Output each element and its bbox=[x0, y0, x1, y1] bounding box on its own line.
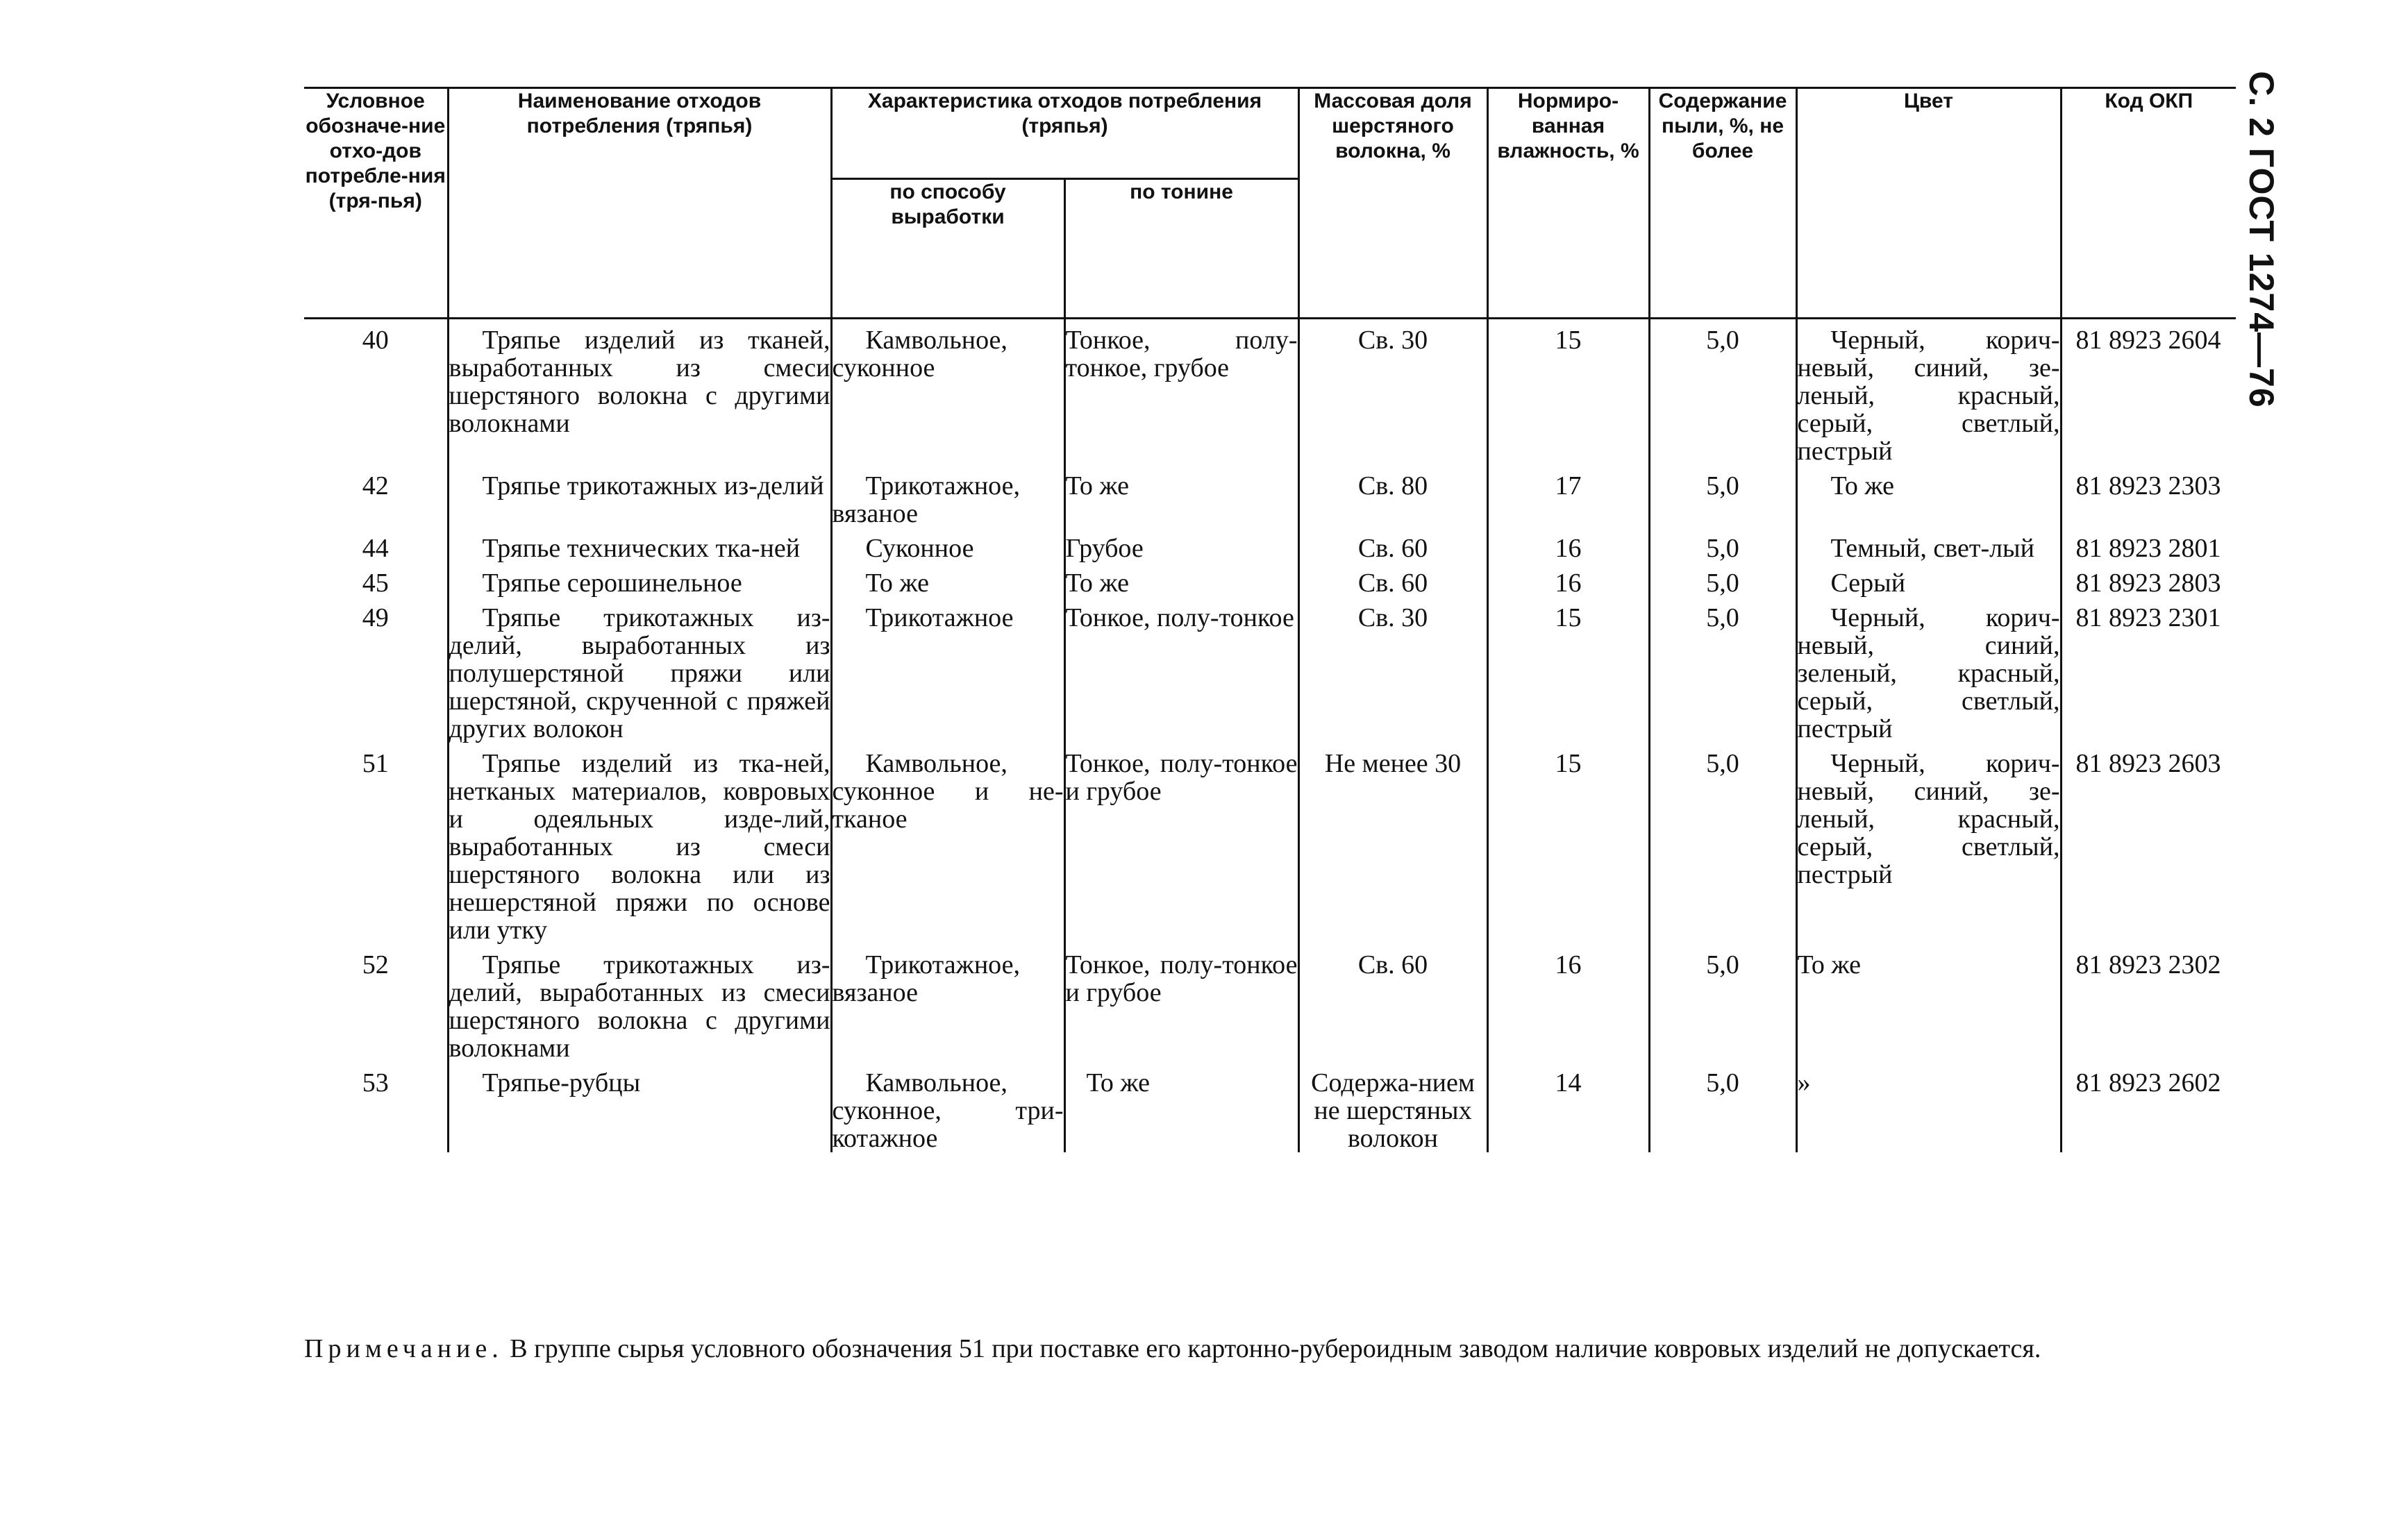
cell-name: Тряпье изделий из тканей, выработанных из смеси шерстяного волокна с другими волокнами bbox=[448, 319, 831, 466]
cell-color: Серый bbox=[1796, 562, 2061, 597]
cell-dust: 5,0 bbox=[1649, 743, 1796, 944]
cell-code: 51 bbox=[362, 749, 389, 778]
cell-fineness: Тонкое, полу-тонкое и грубое bbox=[1064, 743, 1298, 944]
cell-name: Тряпье серошинельное bbox=[448, 562, 831, 597]
cell-name: Тряпье изделий из тка-ней, нетканых материалов, ковровых и одеяльных изде-лий, выработанных из смеси шерстяного волокна или из нешерстяной пряжи по основе или утку bbox=[448, 743, 831, 944]
cell-name: Тряпье трикотажных из-делий bbox=[448, 465, 831, 528]
cell-humidity: 15 bbox=[1487, 319, 1649, 466]
header-okp: Код ОКП bbox=[2061, 88, 2236, 319]
cell-okp: 81 8923 2302 bbox=[2061, 944, 2236, 1062]
cell-humidity: 16 bbox=[1487, 528, 1649, 562]
cell-humidity: 16 bbox=[1487, 944, 1649, 1062]
header-name: Наименование отходов потребления (тряпья) bbox=[448, 88, 831, 319]
cell-humidity: 15 bbox=[1487, 597, 1649, 743]
cell-color: То же bbox=[1796, 944, 2061, 1062]
note-label: Примечание. bbox=[304, 1334, 503, 1363]
cell-color: То же bbox=[1796, 465, 2061, 528]
cell-method: Камвольное, суконное, три-котажное bbox=[831, 1062, 1064, 1152]
cell-code: 49 bbox=[362, 603, 389, 632]
header-mass: Массовая доля шерстяного волокна, % bbox=[1298, 88, 1487, 319]
cell-fineness: Тонкое, полу-тонкое и грубое bbox=[1064, 944, 1298, 1062]
cell-code: 52 bbox=[362, 950, 389, 979]
cell-humidity: 14 bbox=[1487, 1062, 1649, 1152]
page-header-text: С. 2 ГОСТ 1274—76 bbox=[2242, 71, 2281, 408]
cell-fineness: То же bbox=[1064, 562, 1298, 597]
table-row bbox=[304, 465, 2236, 528]
table-row bbox=[304, 1062, 2236, 1152]
table-row bbox=[304, 562, 2236, 597]
cell-fineness: Грубое bbox=[1064, 528, 1298, 562]
cell-dust: 5,0 bbox=[1649, 597, 1796, 743]
cell-method: Суконное bbox=[831, 528, 1064, 562]
table-body bbox=[304, 319, 2236, 1153]
note-text: В группе сырья условного обозначения 51 при поставке его картонно-рубероидным заводом наличие ковровых изделий не допускается. bbox=[510, 1334, 2041, 1363]
cell-okp: 81 8923 2801 bbox=[2061, 528, 2236, 562]
cell-method: Трикотажное, вязаное bbox=[831, 465, 1064, 528]
header-code: Условное обозначе-ние отхо-дов потребле-ния (тря-пья) bbox=[304, 88, 448, 319]
cell-mass: Содержа-нием не шерстяных волокон bbox=[1298, 1062, 1487, 1152]
cell-dust: 5,0 bbox=[1649, 528, 1796, 562]
cell-mass: Не менее 30 bbox=[1298, 743, 1487, 944]
cell-okp: 81 8923 2603 bbox=[2061, 743, 2236, 944]
cell-dust: 5,0 bbox=[1649, 1062, 1796, 1152]
cell-name: Тряпье-рубцы bbox=[448, 1062, 831, 1152]
cell-code: 44 bbox=[362, 534, 389, 563]
cell-humidity: 17 bbox=[1487, 465, 1649, 528]
cell-mass: Св. 30 bbox=[1298, 597, 1487, 743]
cell-mass: Св. 60 bbox=[1298, 944, 1487, 1062]
cell-humidity: 16 bbox=[1487, 562, 1649, 597]
header-color: Цвет bbox=[1796, 88, 2061, 319]
cell-mass: Св. 60 bbox=[1298, 562, 1487, 597]
cell-fineness: То же bbox=[1064, 1062, 1298, 1152]
cell-color: » bbox=[1796, 1062, 2061, 1152]
cell-okp: 81 8923 2602 bbox=[2061, 1062, 2236, 1152]
cell-method: То же bbox=[831, 562, 1064, 597]
cell-fineness: То же bbox=[1064, 465, 1298, 528]
cell-fineness: Тонкое, полу-тонкое bbox=[1064, 597, 1298, 743]
cell-method: Камвольное, суконное и не-тканое bbox=[831, 743, 1064, 944]
cell-color: Темный, свет-лый bbox=[1796, 528, 2061, 562]
waste-rag-table bbox=[304, 87, 2236, 1152]
cell-mass: Св. 80 bbox=[1298, 465, 1487, 528]
header-method: по способу выработки bbox=[831, 179, 1064, 319]
cell-code: 45 bbox=[362, 569, 389, 598]
cell-code: 42 bbox=[362, 471, 389, 500]
cell-color: Черный, корич-невый, синий, зеленый, красный, серый, светлый, пестрый bbox=[1796, 597, 2061, 743]
table-row bbox=[304, 944, 2236, 1062]
header-humidity: Нормиро-ванная влажность, % bbox=[1487, 88, 1649, 319]
table-row bbox=[304, 319, 2236, 466]
cell-okp: 81 8923 2803 bbox=[2061, 562, 2236, 597]
cell-code: 40 bbox=[362, 326, 389, 355]
cell-name: Тряпье трикотажных из-делий, выработанных из полушерстяной пряжи или шерстяной, скрученной с пряжей других волокон bbox=[448, 597, 831, 743]
table-row bbox=[304, 743, 2236, 944]
cell-humidity: 15 bbox=[1487, 743, 1649, 944]
cell-method: Трикотажное bbox=[831, 597, 1064, 743]
cell-mass: Св. 60 bbox=[1298, 528, 1487, 562]
cell-dust: 5,0 bbox=[1649, 319, 1796, 466]
cell-method: Камвольное, суконное bbox=[831, 319, 1064, 466]
cell-okp: 81 8923 2303 bbox=[2061, 465, 2236, 528]
page-header bbox=[2230, 71, 2293, 408]
cell-code: 53 bbox=[362, 1068, 389, 1097]
cell-dust: 5,0 bbox=[1649, 562, 1796, 597]
cell-mass: Св. 30 bbox=[1298, 319, 1487, 466]
header-characteristics: Характеристика отходов потребления (тряпья) bbox=[831, 88, 1298, 179]
table-header bbox=[304, 88, 2236, 319]
cell-dust: 5,0 bbox=[1649, 944, 1796, 1062]
cell-okp: 81 8923 2604 bbox=[2061, 319, 2236, 466]
cell-color: Черный, корич-невый, синий, зе-леный, красный, серый, светлый, пестрый bbox=[1796, 743, 2061, 944]
cell-method: Трикотажное, вязаное bbox=[831, 944, 1064, 1062]
table-note bbox=[304, 1335, 2236, 1363]
cell-name: Тряпье трикотажных из-делий, выработанных из смеси шерстяного волокна с другими волокнами bbox=[448, 944, 831, 1062]
cell-fineness: Тонкое, полу-тонкое, грубое bbox=[1064, 319, 1298, 466]
cell-dust: 5,0 bbox=[1649, 465, 1796, 528]
cell-okp: 81 8923 2301 bbox=[2061, 597, 2236, 743]
cell-color: Черный, корич-невый, синий, зе-леный, красный, серый, светлый, пестрый bbox=[1796, 319, 2061, 466]
table-row bbox=[304, 597, 2236, 743]
cell-name: Тряпье технических тка-ней bbox=[448, 528, 831, 562]
header-fineness: по тонине bbox=[1064, 179, 1298, 319]
header-dust: Содержание пыли, %, не более bbox=[1649, 88, 1796, 319]
table-row bbox=[304, 528, 2236, 562]
